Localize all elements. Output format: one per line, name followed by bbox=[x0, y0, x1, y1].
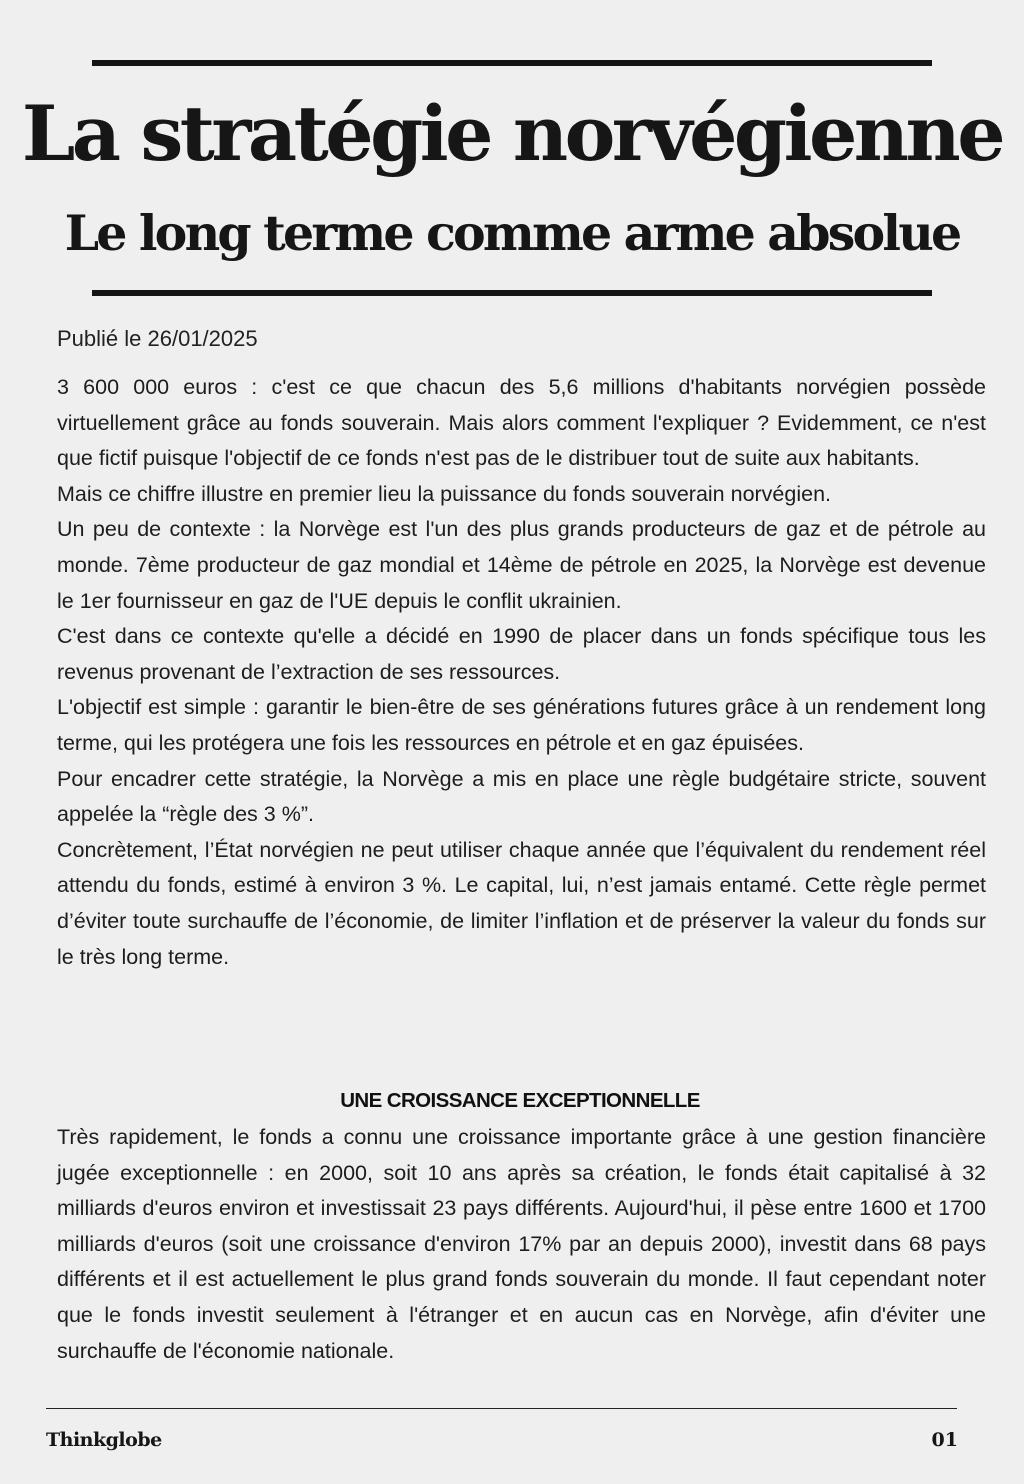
article-body bbox=[57, 370, 986, 975]
paragraph: L'objectif est simple : garantir le bien-être de ses générations futures grâce à un rendement long terme, qui les protégera une fois les ressources en pétrole et en gaz épuisées. bbox=[57, 695, 986, 755]
page-number: 01 bbox=[931, 1429, 958, 1451]
paragraph: 3 600 000 euros : c'est ce que chacun des 5,6 millions d'habitants norvégien possède virtuellement grâce au fonds souverain. Mais alors comment l'expliquer ? Evidemment, ce n'est que fictif puisque l'objectif de ce fonds n'est pas de le distribuer tout de suite aux habitants. bbox=[57, 375, 986, 471]
footer-rule bbox=[46, 1408, 957, 1409]
publish-date: Publié le 26/01/2025 bbox=[57, 326, 258, 351]
page-title: La stratégie norvégienne bbox=[21, 89, 1003, 178]
paragraph: Pour encadrer cette stratégie, la Norvège a mis en place une règle budgétaire stricte, souvent appelée la “règle des 3 %”. bbox=[57, 766, 986, 827]
paragraph: Un peu de contexte : la Norvège est l'un des plus grands producteurs de gaz et de pétrole au monde. 7ème producteur de gaz mondial et 14ème de pétrole en 2025, la Norvège est devenue le 1er fournisseur en gaz de l'UE depuis le conflit ukrainien. bbox=[57, 517, 986, 613]
section-heading: UNE CROISSANCE EXCEPTIONNELLE bbox=[340, 1089, 700, 1112]
paragraph: Concrètement, l’État norvégien ne peut utiliser chaque année que l’équivalent du rendement réel attendu du fonds, estimé à environ 3 %. Le capital, lui, n’est jamais entamé. Cette règle permet d’éviter toute surchauffe de l’économie, de limiter l’inflation et de préserver la valeur du fonds sur le très long terme. bbox=[57, 837, 986, 969]
footer-brand: Thinkglobe bbox=[46, 1429, 162, 1451]
top-rule bbox=[92, 60, 932, 66]
header-rule bbox=[92, 290, 932, 296]
page-subtitle: Le long terme comme arme absolue bbox=[64, 204, 960, 262]
paragraph: Mais ce chiffre illustre en premier lieu la puissance du fonds souverain norvégien. bbox=[57, 481, 832, 506]
section-paragraph: Très rapidement, le fonds a connu une croissance importante grâce à une gestion financière jugée exceptionnelle : en 2000, soit 10 ans après sa création, le fonds était capitalisé à 32 milliards d'euros environ et investissait 23 pays différents. Aujourd'hui, il pèse entre 1600 et 1700 milliards d'euros (soit une croissance d'environ 17% par an depuis 2000), investit dans 68 pays différents et il est actuellement le plus grand fonds souverain du monde. Il faut cependant noter que le fonds investit seulement à l'étranger et en aucun cas en Norvège, afin d'éviter une surchauffe de l'économie nationale. bbox=[57, 1125, 986, 1363]
paragraph: C'est dans ce contexte qu'elle a décidé en 1990 de placer dans un fonds spécifique tous les revenus provenant de l’extraction de ses ressources. bbox=[57, 624, 986, 684]
